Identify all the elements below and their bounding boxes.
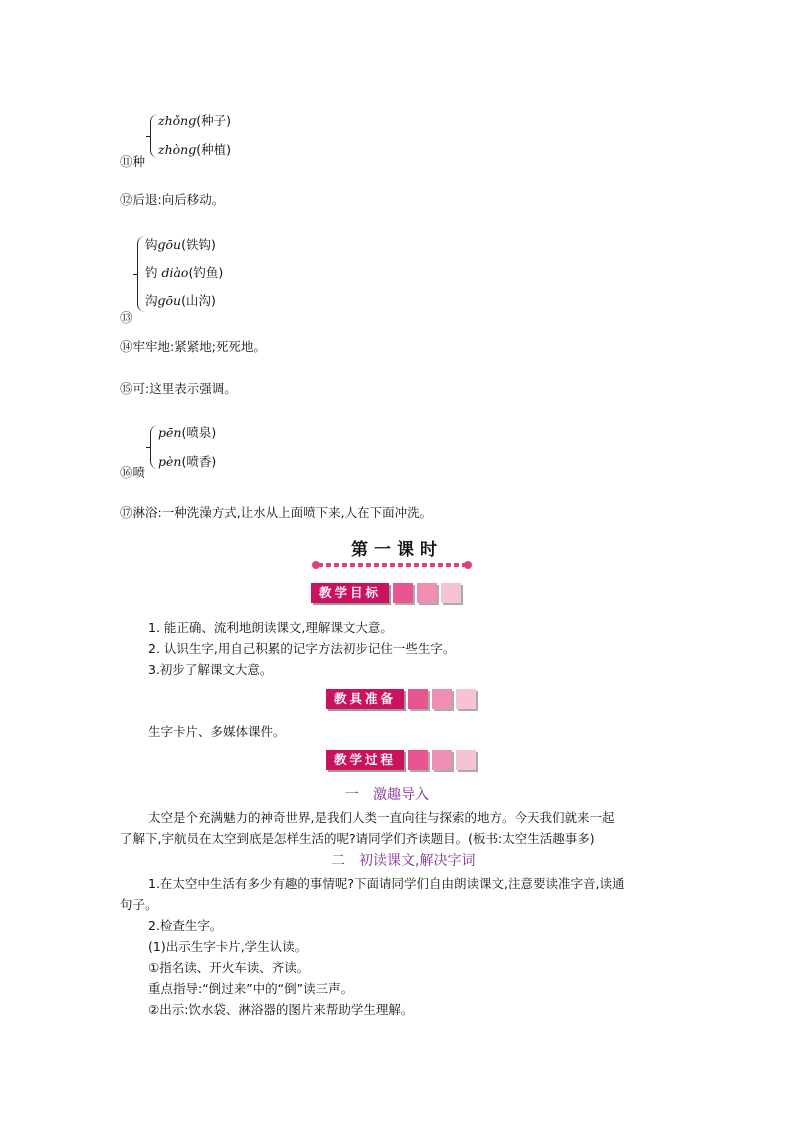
part-2-line-5: ①指名读、开火车读、齐读。 [148,960,310,975]
brace-note-11 [150,114,158,158]
word: (铁钩) [181,237,216,252]
decor-square [456,750,476,770]
char: 钓 [145,265,162,280]
part-2-line-2: 句子。 [120,897,158,912]
note-11-reading-1 [158,113,231,129]
lesson-title: 第一课时 [351,540,443,560]
decor-square [432,750,452,770]
brace-note-13 [137,236,145,312]
note-13-reading-2 [145,265,223,281]
part-1-line-2: 了解下,宇航员在太空到底是怎样生活的呢?请同学们齐读题目。(板书:太空生活趣事多) [120,831,595,846]
decor-square [456,689,476,709]
section-label: 教学过程 [326,750,404,770]
word: (种子) [196,113,231,128]
pinyin: diào [161,265,189,280]
pinyin: zhònɡ [158,142,197,157]
part-2-line-7: ②出示:饮水袋、淋浴器的图片来帮助学生理解。 [148,1002,414,1017]
section-header-process [326,750,476,772]
section-label: 教具准备 [326,689,404,709]
part-1-heading: 一 激趣导入 [345,787,429,803]
pinyin: ɡōu [157,293,182,308]
word: (山沟) [181,293,216,308]
word: (喷泉) [181,425,217,440]
note-16-label: ⑯喷 [120,465,146,480]
part-2-line-3: 2.检查生字。 [148,918,223,933]
decor-square [441,583,461,603]
prep-text: 生字卡片、多媒体课件。 [148,724,286,739]
goal-item-3: 3.初步了解课文大意。 [148,662,273,677]
goal-item-2: 2. 认识生字,用自己积累的记字方法初步记住一些生字。 [148,641,456,656]
pinyin: ɡōu [157,237,182,252]
note-17: ⑰淋浴:一种洗澡方式,让水从上面喷下来,人在下面冲洗。 [120,505,433,520]
part-2-line-4: (1)出示生字卡片,学生认读。 [148,939,308,954]
decor-square [432,689,452,709]
note-12: ⑫后退:向后移动。 [120,192,225,207]
part-2-heading: 二 初读课文,解决字词 [331,853,476,869]
section-header-goals [311,583,461,605]
title-underline-decoration [318,563,466,567]
word: (钓鱼) [188,265,224,280]
pinyin: pèn [158,454,182,469]
part-2-line-1: 1.在太空中生活有多少有趣的事情呢?下面请同学们自由朗读课文,注意要读准字音,读通 [148,876,625,891]
decor-square [393,583,413,603]
note-13-label: ⑬ [120,310,133,325]
part-1-line-1: 太空是个充满魅力的神奇世界,是我们人类一直向往与探索的地方。今天我们就来一起 [148,810,615,825]
pinyin: zhǒnɡ [158,113,197,128]
decor-square [408,689,428,709]
note-11-reading-2 [158,142,231,158]
part-2-line-6: 重点指导:“倒过来”中的“倒”读三声。 [148,981,354,996]
note-16-reading-2 [158,454,216,470]
word: (种植) [196,142,231,157]
note-16-reading-1 [158,425,216,441]
char: 钩 [145,237,158,252]
pinyin: pēn [158,425,182,440]
goal-item-1: 1. 能正确、流利地朗读课文,理解课文大意。 [148,620,393,635]
note-13-reading-1 [145,237,216,253]
section-header-prep [326,689,476,711]
note-14: ⑭牢牢地:紧紧地;死死地。 [120,339,266,354]
note-11-label: ⑪种 [120,154,146,169]
char: 沟 [145,293,158,308]
note-13-reading-3 [145,293,216,309]
brace-note-16 [150,425,158,469]
note-15: ⑮可:这里表示强调。 [120,381,237,396]
word: (喷香) [181,454,217,469]
section-label: 教学目标 [311,583,389,603]
decor-square [408,750,428,770]
decor-square [417,583,437,603]
